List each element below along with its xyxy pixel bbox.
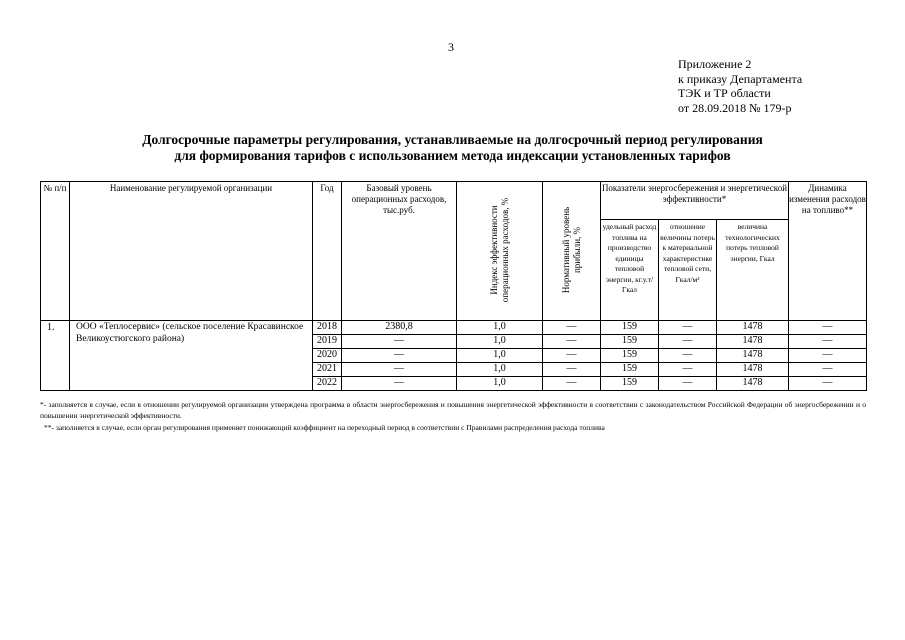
cell-ratio: — [659,363,717,377]
cell-dynamics: — [789,335,867,349]
cell-profit: — [543,377,601,391]
cell-ratio: — [659,349,717,363]
cell-dynamics: — [789,363,867,377]
cell-losses: 1478 [717,377,789,391]
header-index-text: Индекс эффективности операционных расходов, % [488,197,510,302]
appendix-line: к приказу Департамента [678,71,803,86]
cell-base: — [342,363,457,377]
appendix-line: ТЭК и ТР области [678,86,771,100]
cell-ratio: — [659,335,717,349]
footnotes [40,400,866,434]
cell-year: 2019 [313,335,342,349]
page-number: 3 [448,40,454,54]
cell-dynamics: — [789,377,867,391]
cell-dynamics: — [789,349,867,363]
header-base: Базовый уровень операционных расходов, тыс.руб. [342,182,457,321]
cell-losses: 1478 [717,335,789,349]
title-line: Долгосрочные параметры регулирования, устанавливаемые на долгосрочный период регулирования [142,132,763,147]
cell-profit: — [543,363,601,377]
document-title [40,132,865,164]
cell-profit: — [543,335,601,349]
cell-losses: 1478 [717,321,789,335]
cell-year: 2022 [313,377,342,391]
cell-losses: 1478 [717,363,789,377]
cell-index: 1,0 [457,335,543,349]
cell-base: — [342,377,457,391]
cell-index: 1,0 [457,363,543,377]
header-year: Год [313,182,342,321]
header-energy: Показатели энергосбережения и энергетической эффективности* [601,182,789,220]
header-num: № п/п [41,182,70,321]
appendix-line: от 28.09.2018 № 179-р [678,100,792,115]
cell-specific: 159 [601,321,659,335]
cell-ratio: — [659,321,717,335]
cell-losses: 1478 [717,349,789,363]
footnote-2: **- заполняется в случае, если орган регулирования применяет понижающий коэффициент на переходный период в соответствии с Правилами распределения расхода топлива [44,423,605,432]
org-number: 1. [41,321,70,391]
appendix-block [678,57,802,115]
header-profit-text: Нормативный уровень прибыли, % [560,206,582,293]
header-dynamics: Динамика изменения расходов на топливо** [789,182,867,321]
cell-base: 2380,8 [342,321,457,335]
cell-base: — [342,349,457,363]
cell-specific: 159 [601,377,659,391]
table-row [41,321,867,335]
cell-index: 1,0 [457,349,543,363]
header-index [457,182,543,321]
subheader-losses: величина технологических потерь тепловой энергии, Гкал [717,220,789,321]
footnote-1: *- заполняется в случае, если в отношении регулируемой организации утверждена программа в области энергосбережения и повышения энергетической эффективности в соответствии с законодательством Российской Федерации об энергосбережении и о повышении энергетической эффективности. [40,400,866,420]
subheader-ratio: отношение величины потерь к материальной характеристике тепловой сети, Гкал/м² [659,220,717,321]
cell-profit: — [543,349,601,363]
cell-specific: 159 [601,363,659,377]
cell-dynamics: — [789,321,867,335]
cell-year: 2018 [313,321,342,335]
org-name: ООО «Теплосервис» (сельское поселение Красавинское Великоустюгского района) [70,321,313,391]
cell-year: 2021 [313,363,342,377]
header-row [41,182,867,220]
cell-index: 1,0 [457,321,543,335]
subheader-specific: удельный расход топлива на производство единицы тепловой энергии, кг.у.т/Гкал [601,220,659,321]
header-profit [543,182,601,321]
cell-ratio: — [659,377,717,391]
cell-profit: — [543,321,601,335]
cell-specific: 159 [601,349,659,363]
cell-year: 2020 [313,349,342,363]
appendix-line: Приложение 2 [678,57,752,71]
header-org: Наименование регулируемой организации [70,182,313,321]
cell-index: 1,0 [457,377,543,391]
parameters-table [40,181,867,391]
title-line: для формирования тарифов с использованием метода индексации установленных тарифов [174,148,731,163]
cell-specific: 159 [601,335,659,349]
cell-base: — [342,335,457,349]
